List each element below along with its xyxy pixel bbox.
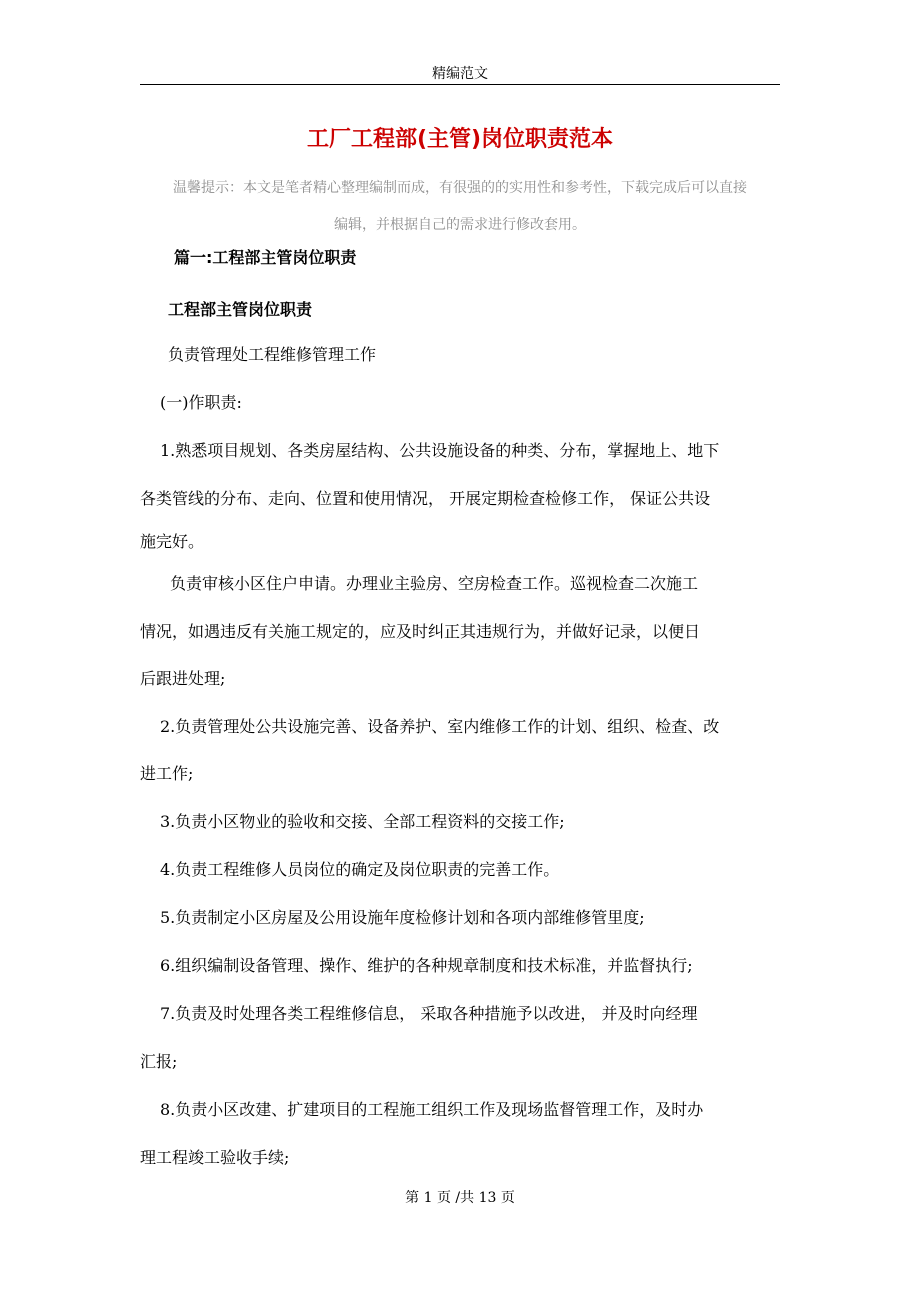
- section-heading: 篇一:工程部主管岗位职责: [174, 248, 357, 267]
- page-header: 精编范文: [432, 66, 488, 82]
- paragraph-line: 1.熟悉项目规划、各类房屋结构、公共设施设备的种类、分布，掌握地上、地下: [160, 441, 720, 460]
- paragraph-line: 进工作;: [140, 764, 194, 783]
- paragraph-line: (一)作职责:: [160, 393, 242, 412]
- page-footer: 第 1 页 /共 13 页: [405, 1190, 515, 1206]
- paragraph-line: 3.负责小区物业的验收和交接、全部工程资料的交接工作;: [160, 812, 565, 831]
- paragraph-line: 各类管线的分布、走向、位置和使用情况， 开展定期检查检修工作， 保证公共设: [140, 489, 711, 508]
- paragraph-line: 负责审核小区住户申请。办理业主验房、空房检查工作。巡视检查二次施工: [170, 574, 699, 593]
- paragraph-line: 情况，如遇违反有关施工规定的，应及时纠正其违规行为，并做好记录，以便日: [140, 622, 701, 641]
- tip-line-2: 编辑，并根据自己的需求进行修改套用。: [334, 217, 586, 233]
- subheading: 工程部主管岗位职责: [168, 300, 313, 319]
- tip-line-1: 温馨提示：本文是笔者精心整理编制而成，有很强的的实用性和参考性，下载完成后可以直接: [173, 180, 747, 196]
- paragraph-line: 汇报;: [140, 1052, 178, 1071]
- header-divider: [140, 84, 780, 85]
- paragraph-line: 理工程竣工验收手续;: [140, 1148, 290, 1167]
- paragraph-line: 4.负责工程维修人员岗位的确定及岗位职责的完善工作。: [160, 860, 560, 879]
- paragraph-line: 7.负责及时处理各类工程维修信息， 采取各种措施予以改进， 并及时向经理: [160, 1004, 698, 1023]
- tip-note: [140, 170, 780, 244]
- paragraph-line: 后跟进处理;: [140, 669, 226, 688]
- document-title: 工厂工程部(主管)岗位职责范本: [306, 127, 614, 152]
- paragraph-line: 6.组织编制设备管理、操作、维护的各种规章制度和技术标准，并监督执行;: [160, 956, 693, 975]
- paragraph-line: 5.负责制定小区房屋及公用设施年度检修计划和各项内部维修管里度;: [160, 908, 645, 927]
- paragraph-line: 施完好。: [140, 532, 205, 551]
- paragraph-line: 2.负责管理处公共设施完善、设备养护、室内维修工作的计划、组织、检查、改: [160, 717, 720, 736]
- paragraph-line: 8.负责小区改建、扩建项目的工程施工组织工作及现场监督管理工作，及时办: [160, 1100, 704, 1119]
- paragraph-line: 负责管理处工程维修管理工作: [168, 345, 377, 364]
